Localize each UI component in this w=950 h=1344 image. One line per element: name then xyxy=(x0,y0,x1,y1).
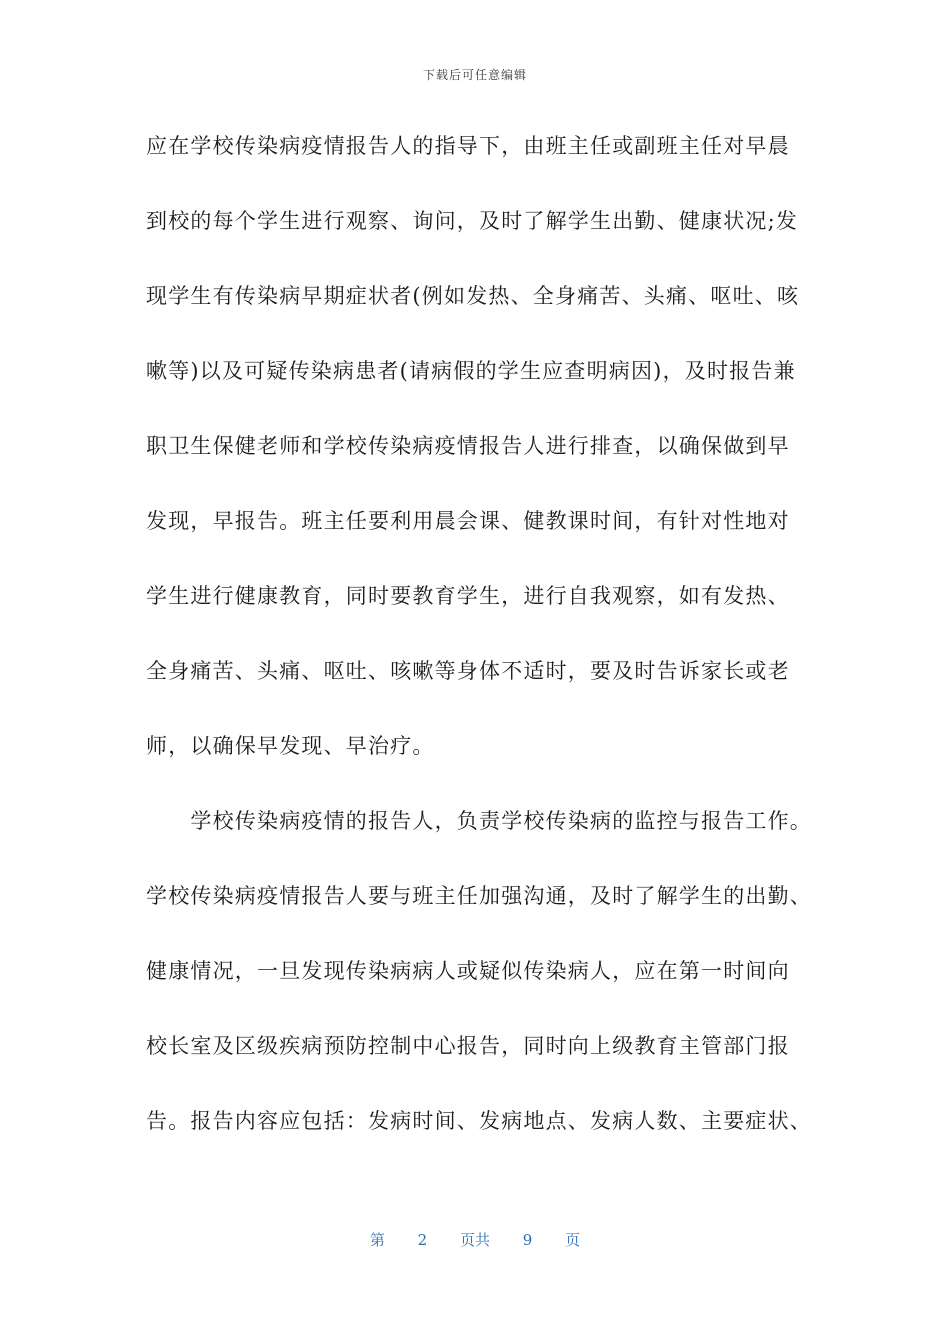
page-footer xyxy=(0,1229,950,1250)
text-line: 发现，早报告。班主任要利用晨会课、健教课时间，有针对性地对 xyxy=(146,509,790,533)
text-line: 校长室及区级疾病预防控制中心报告，同时向上级教育主管部门报 xyxy=(146,1034,790,1058)
footer-total-pages: 9 xyxy=(522,1231,533,1249)
text-line: 全身痛苦、头痛、呕吐、咳嗽等身体不适时，要及时告诉家长或老 xyxy=(146,659,790,683)
text-line: 学生进行健康教育，同时要教育学生，进行自我观察，如有发热、 xyxy=(146,584,790,608)
footer-label-ye-gong: 页共 xyxy=(459,1231,490,1249)
text-line: 到校的每个学生进行观察、询问，及时了解学生出勤、健康状况;发 xyxy=(146,209,799,233)
footer-label-ye: 页 xyxy=(565,1231,581,1249)
footer-page-number: 2 xyxy=(417,1231,428,1249)
text-line: 告。报告内容应包括：发病时间、发病地点、发病人数、主要症状、 xyxy=(146,1109,812,1133)
text-line: 师，以确保早发现、早治疗。 xyxy=(146,734,435,758)
text-line: 健康情况，一旦发现传染病病人或疑似传染病人，应在第一时间向 xyxy=(146,959,790,983)
text-line: 学校传染病疫情报告人要与班主任加强沟通，及时了解学生的出勤、 xyxy=(146,884,812,908)
text-line: 应在学校传染病疫情报告人的指导下，由班主任或副班主任对早晨 xyxy=(146,134,790,158)
text-line: 嗽等)以及可疑传染病患者(请病假的学生应查明病因)，及时报告兼 xyxy=(146,359,796,383)
text-line: 职卫生保健老师和学校传染病疫情报告人进行排查，以确保做到早 xyxy=(146,434,790,458)
footer-label-di: 第 xyxy=(369,1231,385,1249)
text-line: 学校传染病疫情的报告人，负责学校传染病的监控与报告工作。 xyxy=(146,809,812,833)
page-header: 下载后可任意编辑 xyxy=(422,68,527,82)
text-line: 现学生有传染病早期症状者(例如发热、全身痛苦、头痛、呕吐、咳 xyxy=(146,284,800,308)
